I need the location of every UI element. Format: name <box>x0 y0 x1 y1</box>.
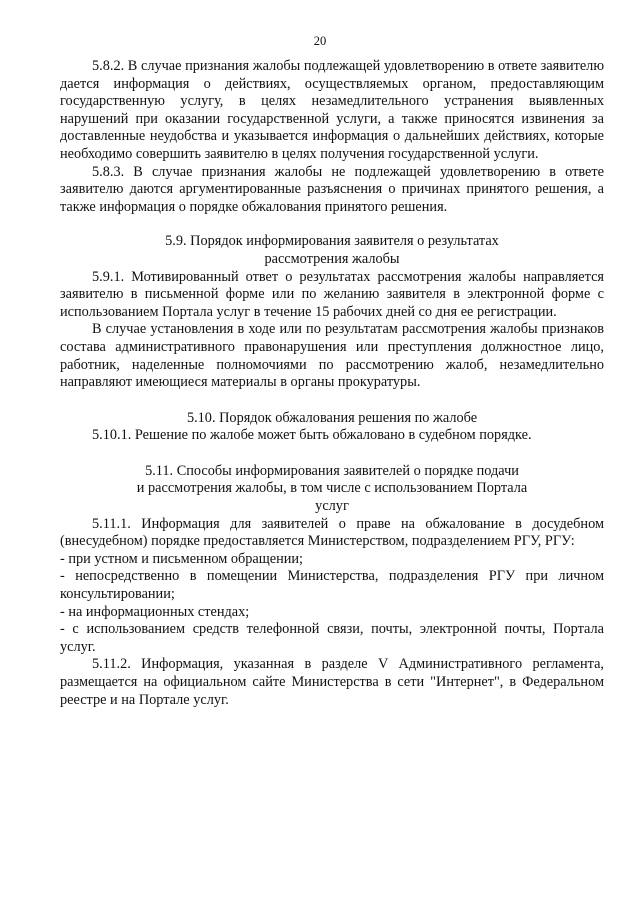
heading-5-11-line-2: и рассмотрения жалобы, в том числе с использованием Портала <box>136 480 528 497</box>
paragraph-5-9-1: 5.9.1. Мотивированный ответ о результатах рассмотрения жалобы направляется заявителю в письменной форме или по желанию заявителя в электронной форме с использованием Портала услуг в течение 15 рабочих дней со дня ее регистрации. <box>60 268 604 320</box>
list-item: - с использованием средств телефонной связи, почты, электронной почты, Портала услуг. <box>60 621 604 655</box>
paragraph-5-8-2: 5.8.2. В случае признания жалобы подлежащей удовлетворению в ответе заявителю дается информация о действиях, осуществляемых органом, предоставляющим государственную услугу, в целях незамедлительного устранения выявленных нарушений при оказании государственной услуги, а также приносятся извинения за доставленные неудобства и указывается информация о дальнейших действиях, которые необходимо совершить заявителю в целях получения государственной услуги. <box>60 58 604 162</box>
heading-5-9-line-1: 5.9. Порядок информирования заявителя о результатах <box>165 233 499 250</box>
heading-5-9-line-2: рассмотрения жалобы <box>264 250 400 267</box>
heading-5-10: 5.10. Порядок обжалования решения по жалобе <box>186 409 478 426</box>
page-number: 20 <box>313 34 327 48</box>
heading-5-11-line-1: 5.11. Способы информирования заявителей о порядке подачи <box>145 462 519 479</box>
heading-5-11-line-3: услуг <box>315 498 349 515</box>
list-item: - при устном и письменном обращении; <box>60 550 304 567</box>
paragraph-5-8-3: 5.8.3. В случае признания жалобы не подлежащей удовлетворению в ответе заявителю даются аргументированные разъяснения о причинах принятого решения, а также информация о порядке обжалования принятого решения. <box>60 163 604 215</box>
document-body <box>60 58 604 709</box>
paragraph-5-10-1: 5.10.1. Решение по жалобе может быть обжаловано в судебном порядке. <box>92 427 532 444</box>
paragraph-5-11-1: 5.11.1. Информация для заявителей о праве на обжалование в досудебном (внесудебном) порядке предоставляется Министерством, подразделением РГУ, РГУ: <box>60 515 604 550</box>
paragraph-5-9-2: В случае установления в ходе или по результатам рассмотрения жалобы признаков состава административного правонарушения или преступления должностное лицо, работник, наделенные полномочиями по рассмотрению жалоб, незамедлительно направляют имеющиеся материалы в органы прокуратуры. <box>60 321 604 391</box>
list-item: - непосредственно в помещении Министерства, подразделения РГУ при личном консультировании; <box>60 568 604 603</box>
paragraph-5-11-2: 5.11.2. Информация, указанная в разделе V Административного регламента, размещается на официальном сайте Министерства в сети "Интернет", в Федеральном реестре и на Портале услуг. <box>60 656 604 708</box>
list-item: - на информационных стендах; <box>60 603 250 620</box>
